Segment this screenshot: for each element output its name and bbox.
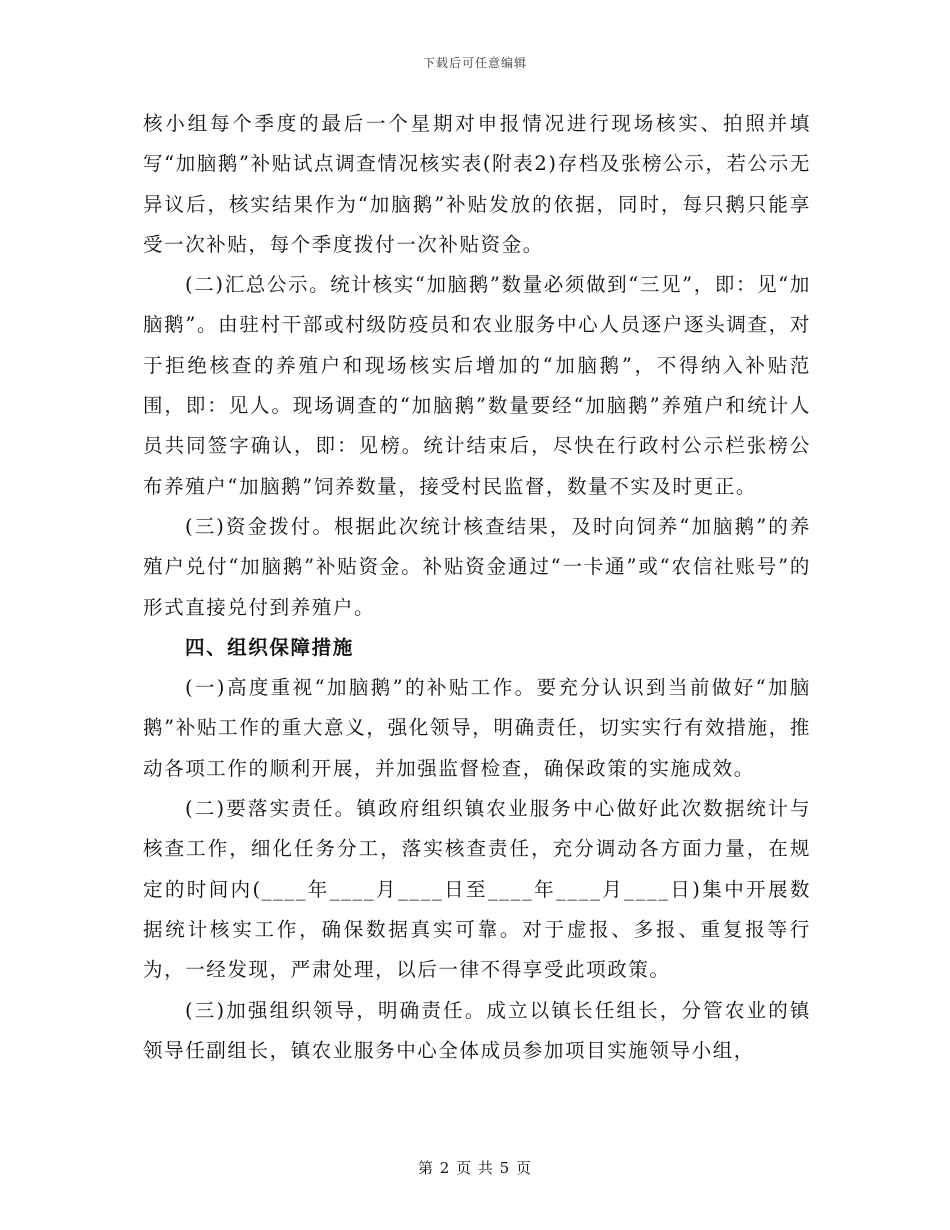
paragraph-summary-publicity: (二)汇总公示。统计核实“加脑鹅”数量必须做到“三见”，即：见“加脑鹅”。由驻村干部或村级防疫员和农业服务中心人员逐户逐头调查，对于拒绝核查的养殖户和现场核实后增加的“加脑鹅”，不得纳入补贴范围，即：见人。现场调查的“加脑鹅”数量要经“加脑鹅”养殖户和统计人员共同签字确认，即：见榜。统计结束后，尽快在行政村公示栏张榜公布养殖户“加脑鹅”饲养数量，接受村民监督，数量不实及时更正。 (143, 273, 811, 498)
paragraph-verification-continued: 核小组每个季度的最后一个星期对申报情况进行现场核实、拍照并填写“加脑鹅”补贴试点调查情况核实表(附表2)存档及张榜公示，若公示无异议后，核实结果作为“加脑鹅”补贴发放的依据，同时，每只鹅只能享受一次补贴，每个季度拨付一次补贴资金。 (143, 112, 811, 256)
page-header-note: 下载后可任意编辑 (422, 56, 527, 70)
document-body (143, 104, 811, 1071)
paragraph-strengthen-leadership: (三)加强组织领导，明确责任。成立以镇长任组长，分管农业的镇领导任副组长，镇农业服务中心全体成员参加项目实施领导小组， (143, 998, 811, 1062)
paragraph-attach-importance: (一)高度重视“加脑鹅”的补贴工作。要充分认识到当前做好“加脑鹅”补贴工作的重大意义，强化领导，明确责任，切实实行有效措施，推动各项工作的顺利开展，并加强监督检查，确保政策的实施成效。 (143, 676, 811, 780)
section-heading-organization-measures: 四、组织保障措施 (185, 635, 354, 659)
paragraph-implement-responsibility: (二)要落实责任。镇政府组织镇农业服务中心做好此次数据统计与核查工作，细化任务分工，落实核查责任，充分调动各方面力量，在规定的时间内(____年____月____日至____年____月____日)集中开展数据统计核实工作，确保数据真实可靠。对于虚报、多报、重复报等行为，一经发现，严肃处理，以后一律不得享受此项政策。 (143, 797, 811, 982)
paragraph-fund-allocation: (三)资金拨付。根据此次统计核查结果，及时向饲养“加脑鹅”的养殖户兑付“加脑鹅”补贴资金。补贴资金通过“一卡通”或“农信社账号”的形式直接兑付到养殖户。 (143, 514, 811, 619)
page-number-indicator: 第 2 页 共 5 页 (418, 1159, 532, 1177)
